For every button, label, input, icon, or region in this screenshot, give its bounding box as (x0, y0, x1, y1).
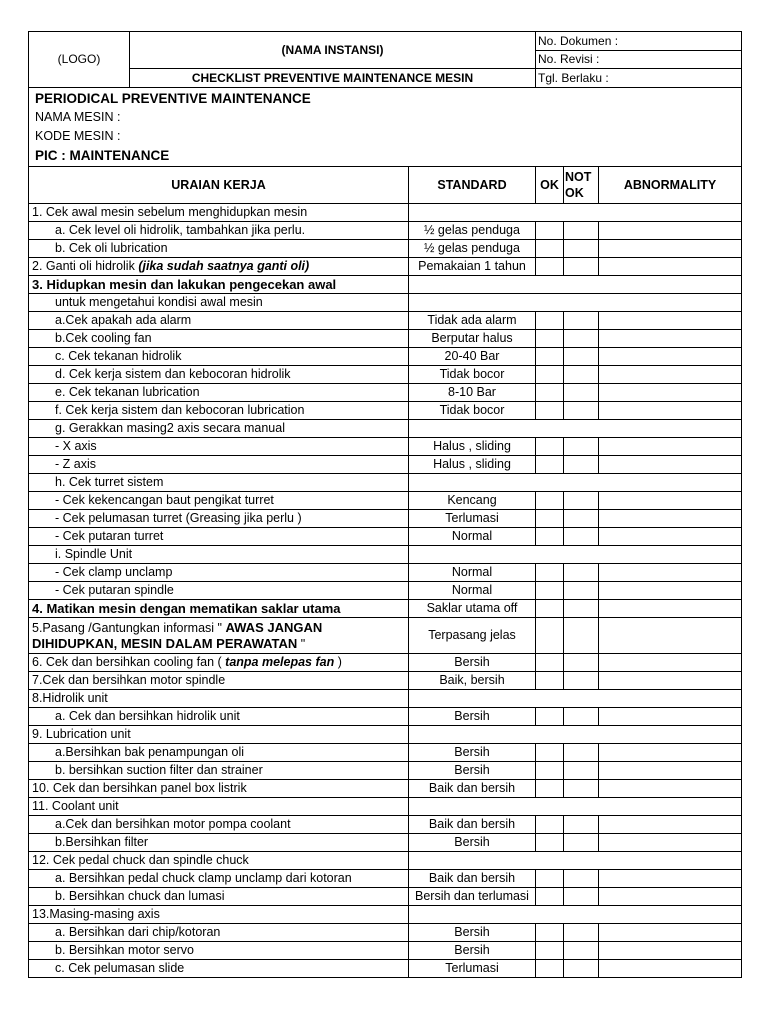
not-ok-checkbox-cell[interactable] (564, 402, 599, 420)
task-text: 7.Cek dan bersihkan motor spindle (32, 673, 226, 687)
task-description (29, 744, 409, 762)
not-ok-checkbox-cell[interactable] (564, 762, 599, 780)
abnormality-cell[interactable] (599, 528, 742, 546)
abnormality-cell[interactable] (599, 870, 742, 888)
task-row (29, 960, 742, 978)
task-description (29, 546, 409, 564)
machine-name-field[interactable]: NAMA MESIN : (35, 110, 121, 124)
task-note: (jika sudah saatnya ganti oli) (138, 259, 310, 273)
task-description (29, 312, 409, 330)
abnormality-cell[interactable] (599, 258, 742, 276)
task-row (29, 330, 742, 348)
col-abnormality: ABNORMALITY (599, 167, 742, 204)
task-row (29, 492, 742, 510)
standard-value: Bersih (409, 924, 536, 942)
task-row (29, 348, 742, 366)
standard-value (409, 294, 742, 312)
abnormality-cell[interactable] (599, 654, 742, 672)
standard-value (409, 546, 742, 564)
task-description (29, 348, 409, 366)
task-row (29, 474, 742, 492)
task-text: 9. Lubrication unit (32, 727, 131, 741)
standard-value: Terlumasi (409, 510, 536, 528)
not-ok-checkbox-cell[interactable] (564, 348, 599, 366)
standard-value: Baik dan bersih (409, 870, 536, 888)
task-row (29, 258, 742, 276)
standard-value (409, 726, 742, 744)
task-row (29, 798, 742, 816)
not-ok-checkbox-cell[interactable] (564, 582, 599, 600)
standard-value (409, 474, 742, 492)
not-ok-checkbox-cell[interactable] (564, 456, 599, 474)
task-row (29, 888, 742, 906)
task-description (29, 510, 409, 528)
task-text: d. Cek kerja sistem dan kebocoran hidrolik (55, 367, 291, 381)
standard-value: Terlumasi (409, 960, 536, 978)
task-text: b. Bersihkan motor servo (55, 943, 194, 957)
task-description (29, 420, 409, 438)
task-description (29, 708, 409, 726)
task-row (29, 276, 742, 294)
checklist-sheet (28, 31, 741, 978)
standard-value: Baik dan bersih (409, 780, 536, 798)
task-description (29, 654, 409, 672)
abnormality-cell[interactable] (599, 618, 742, 654)
not-ok-checkbox-cell[interactable] (564, 834, 599, 852)
not-ok-checkbox-cell[interactable] (564, 222, 599, 240)
abnormality-cell[interactable] (599, 240, 742, 258)
ok-checkbox-cell[interactable] (536, 348, 564, 366)
task-description (29, 690, 409, 708)
task-row (29, 600, 742, 618)
not-ok-checkbox-cell[interactable] (564, 870, 599, 888)
task-text: 3. Hidupkan mesin dan lakukan pengecekan awal (32, 277, 337, 292)
standard-value: Pemakaian 1 tahun (409, 258, 536, 276)
task-description (29, 888, 409, 906)
task-description (29, 402, 409, 420)
ok-checkbox-cell[interactable] (536, 816, 564, 834)
task-text: 2. Ganti oli hidrolik (32, 259, 139, 273)
standard-value: Bersih (409, 708, 536, 726)
standard-value: Baik, bersih (409, 672, 536, 690)
standard-value (409, 906, 742, 924)
task-description (29, 834, 409, 852)
standard-value (409, 690, 742, 708)
abnormality-cell[interactable] (599, 888, 742, 906)
task-text: h. Cek turret sistem (55, 475, 164, 489)
section-title: PERIODICAL PREVENTIVE MAINTENANCE (35, 91, 311, 106)
standard-value: Bersih (409, 834, 536, 852)
task-description (29, 960, 409, 978)
task-text: 10. Cek dan bersihkan panel box listrik (32, 781, 247, 795)
task-row (29, 690, 742, 708)
task-row (29, 510, 742, 528)
task-row (29, 528, 742, 546)
not-ok-checkbox-cell[interactable] (564, 528, 599, 546)
standard-value: Normal (409, 564, 536, 582)
task-description (29, 726, 409, 744)
task-row (29, 942, 742, 960)
task-row (29, 906, 742, 924)
task-row (29, 618, 742, 654)
standard-value: Normal (409, 582, 536, 600)
task-description (29, 204, 409, 222)
task-row (29, 834, 742, 852)
abnormality-cell[interactable] (599, 834, 742, 852)
not-ok-checkbox-cell[interactable] (564, 924, 599, 942)
ok-checkbox-cell[interactable] (536, 780, 564, 798)
task-description (29, 222, 409, 240)
machine-info (29, 88, 742, 167)
task-text: f. Cek kerja sistem dan kebocoran lubrication (55, 403, 305, 417)
institution-name: (NAMA INSTANSI) (130, 32, 536, 69)
task-text: - Cek clamp unclamp (55, 565, 173, 579)
task-row (29, 222, 742, 240)
task-description (29, 600, 409, 618)
ok-checkbox-cell[interactable] (536, 888, 564, 906)
task-text: 5.Pasang /Gantungkan informasi " (32, 620, 226, 635)
task-row (29, 672, 742, 690)
not-ok-checkbox-cell[interactable] (564, 618, 599, 654)
task-text: a. Bersihkan dari chip/kotoran (55, 925, 221, 939)
task-row (29, 762, 742, 780)
not-ok-checkbox-cell[interactable] (564, 888, 599, 906)
task-text: 6. Cek dan bersihkan cooling fan ( (32, 655, 226, 669)
not-ok-checkbox-cell[interactable] (564, 366, 599, 384)
task-description (29, 906, 409, 924)
ok-checkbox-cell[interactable] (536, 330, 564, 348)
standard-value (409, 276, 742, 294)
task-description (29, 276, 409, 294)
abnormality-cell[interactable] (599, 438, 742, 456)
not-ok-checkbox-cell[interactable] (564, 258, 599, 276)
task-text: c. Cek tekanan hidrolik (55, 349, 182, 363)
standard-value: ½ gelas penduga (409, 222, 536, 240)
standard-value (409, 420, 742, 438)
not-ok-checkbox-cell[interactable] (564, 492, 599, 510)
task-description (29, 258, 409, 276)
task-row (29, 546, 742, 564)
task-text: a.Bersihkan bak penampungan oli (55, 745, 245, 759)
ok-checkbox-cell[interactable] (536, 582, 564, 600)
task-text: a. Bersihkan pedal chuck clamp unclamp dari kotoran (55, 871, 352, 885)
standard-value: Baik dan bersih (409, 816, 536, 834)
task-row (29, 312, 742, 330)
warning-text: AWAS JANGAN DIHIDUPKAN, MESIN DALAM PERAWATAN (32, 619, 323, 651)
task-text-tail: " (297, 636, 306, 651)
task-text: e. Cek tekanan lubrication (55, 385, 200, 399)
standard-value (409, 852, 742, 870)
abnormality-cell[interactable] (599, 744, 742, 762)
abnormality-cell[interactable] (599, 348, 742, 366)
abnormality-cell[interactable] (599, 816, 742, 834)
task-text: b. Cek oli lubrication (55, 241, 168, 255)
column-header-row (29, 167, 742, 204)
task-text: 12. Cek pedal chuck dan spindle chuck (32, 853, 249, 867)
task-text: untuk mengetahui kondisi awal mesin (55, 295, 263, 309)
standard-value: 8-10 Bar (409, 384, 536, 402)
task-rows (29, 204, 742, 978)
task-description (29, 492, 409, 510)
ok-checkbox-cell[interactable] (536, 960, 564, 978)
task-row (29, 780, 742, 798)
header-table (28, 31, 742, 167)
pic-label: PIC : MAINTENANCE (35, 148, 170, 163)
standard-value: Kencang (409, 492, 536, 510)
standard-value: Bersih (409, 762, 536, 780)
task-description (29, 456, 409, 474)
abnormality-cell[interactable] (599, 330, 742, 348)
ok-checkbox-cell[interactable] (536, 618, 564, 654)
task-text: 4. Matikan mesin dengan mematikan saklar utama (32, 601, 341, 616)
ok-checkbox-cell[interactable] (536, 708, 564, 726)
task-description (29, 384, 409, 402)
standard-value: ½ gelas penduga (409, 240, 536, 258)
task-text: c. Cek pelumasan slide (55, 961, 185, 975)
task-row (29, 924, 742, 942)
ok-checkbox-cell[interactable] (536, 924, 564, 942)
not-ok-checkbox-cell[interactable] (564, 564, 599, 582)
abnormality-cell[interactable] (599, 582, 742, 600)
abnormality-cell[interactable] (599, 942, 742, 960)
not-ok-checkbox-cell[interactable] (564, 942, 599, 960)
abnormality-cell[interactable] (599, 960, 742, 978)
not-ok-checkbox-cell[interactable] (564, 384, 599, 402)
abnormality-cell[interactable] (599, 708, 742, 726)
task-description (29, 582, 409, 600)
standard-value: Bersih (409, 744, 536, 762)
ok-checkbox-cell[interactable] (536, 834, 564, 852)
abnormality-cell[interactable] (599, 312, 742, 330)
task-row (29, 204, 742, 222)
task-text: a.Cek apakah ada alarm (55, 313, 192, 327)
standard-value: Bersih (409, 654, 536, 672)
not-ok-checkbox-cell[interactable] (564, 780, 599, 798)
ok-checkbox-cell[interactable] (536, 456, 564, 474)
task-row (29, 402, 742, 420)
abnormality-cell[interactable] (599, 924, 742, 942)
task-text: 11. Coolant unit (32, 799, 119, 813)
standard-value: Saklar utama off (409, 600, 536, 618)
ok-checkbox-cell[interactable] (536, 744, 564, 762)
task-row (29, 852, 742, 870)
task-description (29, 762, 409, 780)
task-description (29, 240, 409, 258)
standard-value: Bersih (409, 942, 536, 960)
task-text: 1. Cek awal mesin sebelum menghidupkan mesin (32, 205, 308, 219)
task-description (29, 942, 409, 960)
task-table (28, 166, 742, 978)
abnormality-cell[interactable] (599, 384, 742, 402)
abnormality-cell[interactable] (599, 600, 742, 618)
task-row (29, 816, 742, 834)
task-text: b.Cek cooling fan (55, 331, 152, 345)
document-number: No. Dokumen : (536, 32, 742, 51)
not-ok-checkbox-cell[interactable] (564, 960, 599, 978)
task-text-tail: ) (334, 655, 342, 669)
task-row (29, 240, 742, 258)
col-not-ok: NOT OK (564, 167, 599, 204)
logo-placeholder: (LOGO) (29, 32, 130, 88)
task-description (29, 474, 409, 492)
task-description (29, 852, 409, 870)
task-row (29, 870, 742, 888)
not-ok-checkbox-cell[interactable] (564, 744, 599, 762)
ok-checkbox-cell[interactable] (536, 654, 564, 672)
task-description (29, 816, 409, 834)
col-ok: OK (536, 167, 564, 204)
task-description (29, 780, 409, 798)
abnormality-cell[interactable] (599, 222, 742, 240)
task-text: a. Cek level oli hidrolik, tambahkan jika perlu. (55, 223, 306, 237)
ok-checkbox-cell[interactable] (536, 492, 564, 510)
task-row (29, 564, 742, 582)
task-row (29, 744, 742, 762)
standard-value: Bersih dan terlumasi (409, 888, 536, 906)
task-note: tanpa melepas fan (225, 655, 335, 669)
task-text: a.Cek dan bersihkan motor pompa coolant (55, 817, 291, 831)
standard-value: Terpasang jelas (409, 618, 536, 654)
standard-value: Tidak bocor (409, 402, 536, 420)
not-ok-checkbox-cell[interactable] (564, 816, 599, 834)
not-ok-checkbox-cell[interactable] (564, 600, 599, 618)
col-task: URAIAN KERJA (29, 167, 409, 204)
ok-checkbox-cell[interactable] (536, 312, 564, 330)
ok-checkbox-cell[interactable] (536, 366, 564, 384)
task-text: i. Spindle Unit (55, 547, 133, 561)
task-description (29, 798, 409, 816)
task-description (29, 330, 409, 348)
standard-value: Tidak bocor (409, 366, 536, 384)
ok-checkbox-cell[interactable] (536, 600, 564, 618)
task-text: g. Gerakkan masing2 axis secara manual (55, 421, 285, 435)
standard-value (409, 798, 742, 816)
task-description (29, 528, 409, 546)
task-row (29, 708, 742, 726)
standard-value: 20-40 Bar (409, 348, 536, 366)
standard-value: Halus , sliding (409, 456, 536, 474)
task-description (29, 870, 409, 888)
task-row (29, 384, 742, 402)
task-description (29, 366, 409, 384)
task-text: - Cek putaran turret (55, 529, 164, 543)
abnormality-cell[interactable] (599, 762, 742, 780)
not-ok-checkbox-cell[interactable] (564, 330, 599, 348)
standard-value: Berputar halus (409, 330, 536, 348)
task-text: - X axis (55, 439, 97, 453)
task-text: b. bersihkan suction filter dan strainer (55, 763, 263, 777)
ok-checkbox-cell[interactable] (536, 384, 564, 402)
standard-value (409, 204, 742, 222)
task-text: b. Bersihkan chuck dan lumasi (55, 889, 225, 903)
not-ok-checkbox-cell[interactable] (564, 654, 599, 672)
task-row (29, 582, 742, 600)
standard-value: Normal (409, 528, 536, 546)
task-description (29, 672, 409, 690)
task-description (29, 294, 409, 312)
task-row (29, 420, 742, 438)
ok-checkbox-cell[interactable] (536, 672, 564, 690)
abnormality-cell[interactable] (599, 456, 742, 474)
task-description (29, 924, 409, 942)
task-description (29, 618, 409, 654)
task-row (29, 654, 742, 672)
ok-checkbox-cell[interactable] (536, 870, 564, 888)
ok-checkbox-cell[interactable] (536, 258, 564, 276)
task-text: a. Cek dan bersihkan hidrolik unit (55, 709, 240, 723)
not-ok-checkbox-cell[interactable] (564, 708, 599, 726)
task-text: 8.Hidrolik unit (32, 691, 108, 705)
abnormality-cell[interactable] (599, 672, 742, 690)
abnormality-cell[interactable] (599, 564, 742, 582)
not-ok-checkbox-cell[interactable] (564, 240, 599, 258)
effective-date: Tgl. Berlaku : (536, 69, 742, 88)
task-description (29, 564, 409, 582)
task-text: - Cek putaran spindle (55, 583, 174, 597)
task-description (29, 438, 409, 456)
abnormality-cell[interactable] (599, 510, 742, 528)
not-ok-checkbox-cell[interactable] (564, 438, 599, 456)
abnormality-cell[interactable] (599, 492, 742, 510)
task-row (29, 456, 742, 474)
abnormality-cell[interactable] (599, 366, 742, 384)
revision-number: No. Revisi : (536, 51, 742, 69)
not-ok-checkbox-cell[interactable] (564, 672, 599, 690)
abnormality-cell[interactable] (599, 402, 742, 420)
standard-value: Halus , sliding (409, 438, 536, 456)
task-row (29, 294, 742, 312)
ok-checkbox-cell[interactable] (536, 510, 564, 528)
ok-checkbox-cell[interactable] (536, 222, 564, 240)
ok-checkbox-cell[interactable] (536, 528, 564, 546)
ok-checkbox-cell[interactable] (536, 762, 564, 780)
task-row (29, 366, 742, 384)
ok-checkbox-cell[interactable] (536, 942, 564, 960)
not-ok-checkbox-cell[interactable] (564, 510, 599, 528)
standard-value: Tidak ada alarm (409, 312, 536, 330)
machine-code-field[interactable]: KODE MESIN : (35, 129, 121, 143)
not-ok-checkbox-cell[interactable] (564, 312, 599, 330)
ok-checkbox-cell[interactable] (536, 564, 564, 582)
col-standard: STANDARD (409, 167, 536, 204)
abnormality-cell[interactable] (599, 780, 742, 798)
task-row (29, 726, 742, 744)
ok-checkbox-cell[interactable] (536, 438, 564, 456)
ok-checkbox-cell[interactable] (536, 402, 564, 420)
task-text: - Z axis (55, 457, 96, 471)
task-text: - Cek pelumasan turret (Greasing jika perlu ) (55, 511, 302, 525)
task-row (29, 438, 742, 456)
task-text: b.Bersihkan filter (55, 835, 149, 849)
ok-checkbox-cell[interactable] (536, 240, 564, 258)
task-text: - Cek kekencangan baut pengikat turret (55, 493, 274, 507)
checklist-title: CHECKLIST PREVENTIVE MAINTENANCE MESIN (130, 69, 536, 88)
task-text: 13.Masing-masing axis (32, 907, 160, 921)
